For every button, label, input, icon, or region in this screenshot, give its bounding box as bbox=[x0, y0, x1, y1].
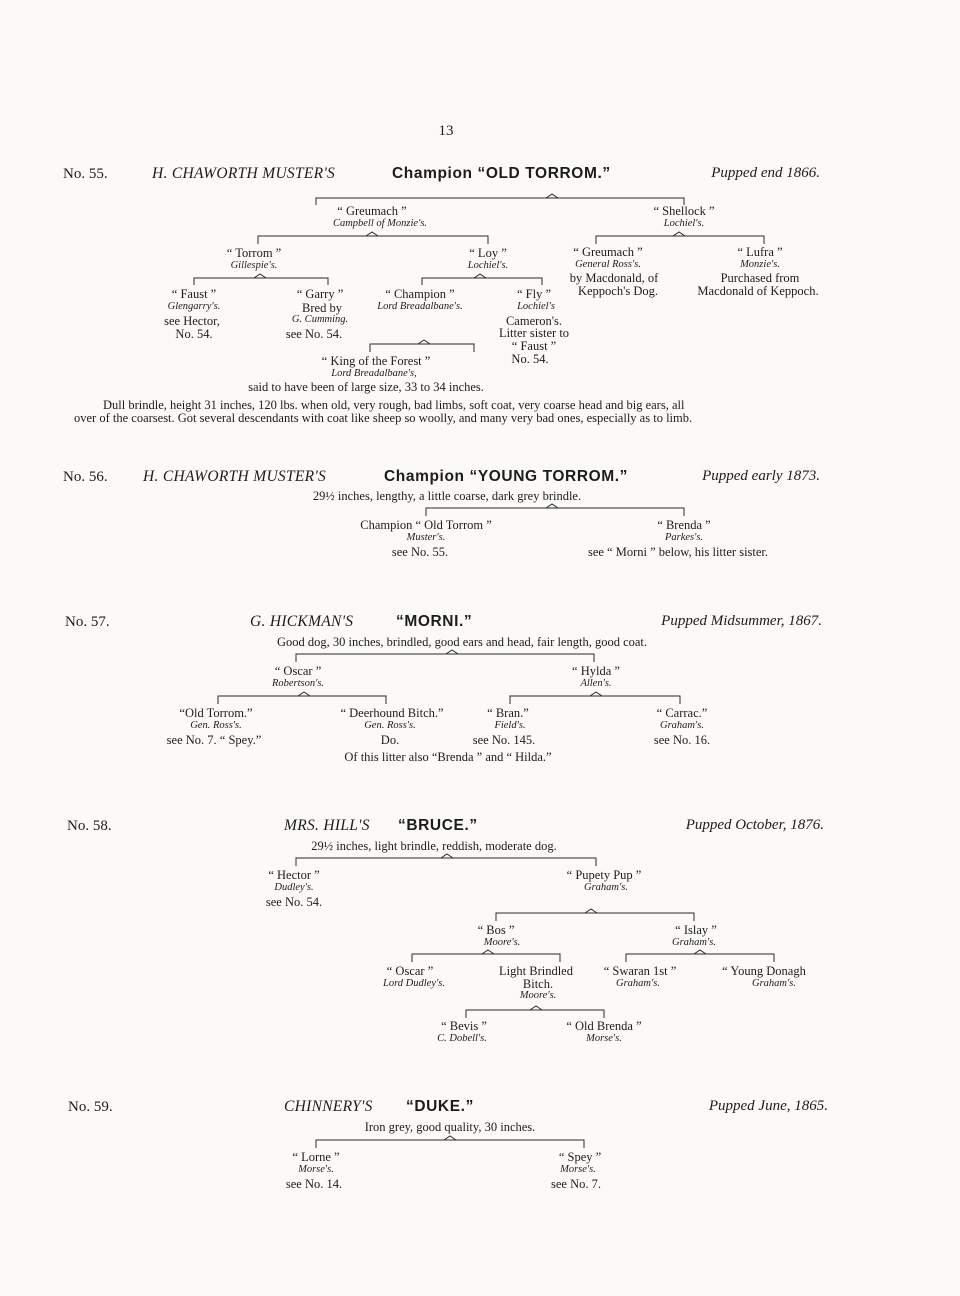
entry-owner: CHINNERY'S bbox=[284, 1098, 373, 1115]
dog-note: see “ Morni ” below, his litter sister. bbox=[587, 545, 769, 559]
dog-owner: C. Dobell's. bbox=[437, 1033, 487, 1044]
dog-name: “Old Torrom.” bbox=[179, 706, 253, 720]
dog-owner: Monzie's. bbox=[740, 259, 780, 270]
dog-name: “ Fly ” bbox=[516, 287, 552, 301]
dog-note: “ Faust ” bbox=[511, 339, 557, 353]
bracket-duke bbox=[316, 1136, 584, 1148]
bracket-oscar-57 bbox=[218, 692, 386, 704]
entry-title: “DUKE.” bbox=[406, 1098, 474, 1115]
entry-title: Champion “OLD TORROM.” bbox=[392, 165, 611, 182]
dog-owner: Graham's. bbox=[584, 882, 628, 893]
dog-owner: Graham's. bbox=[616, 978, 660, 989]
dog-owner: Campbell of Monzie's. bbox=[332, 218, 428, 229]
dog-name: “ Islay ” bbox=[675, 923, 717, 937]
dog-note: Purchased from bbox=[720, 271, 800, 285]
dog-owner: Lord Breadalbane's, bbox=[331, 368, 417, 379]
dog-name: “ Torrom ” bbox=[226, 246, 282, 260]
dog-name: “ Brenda ” bbox=[657, 518, 711, 532]
dog-note: Macdonald of Keppoch. bbox=[697, 284, 819, 298]
dog-name: “ Deerhound Bitch.” bbox=[340, 706, 444, 720]
bracket-loy bbox=[422, 274, 542, 285]
dog-note: Bred by bbox=[302, 301, 342, 315]
entry-number: No. 57. bbox=[65, 614, 110, 630]
entry-pupped: Pupped October, 1876. bbox=[685, 817, 824, 833]
entry-number: No. 56. bbox=[63, 469, 108, 485]
dog-name: “ Bran.” bbox=[487, 706, 529, 720]
entry-title: “MORNI.” bbox=[396, 613, 473, 630]
dog-owner: G. Cumming. bbox=[291, 314, 349, 325]
dog-note: see No. 16. bbox=[653, 733, 711, 747]
entry-pupped: Pupped early 1873. bbox=[702, 468, 820, 484]
dog-name: “ Young Donagh bbox=[722, 964, 806, 978]
entry-pupped: Pupped end 1866. bbox=[711, 165, 820, 181]
dog-owner: Moore's. bbox=[483, 937, 521, 948]
dog-name: Light Brindled bbox=[499, 964, 573, 978]
dog-note: see No. 145. bbox=[472, 733, 536, 747]
dog-name: Champion “ Old Torrom ” bbox=[360, 518, 492, 532]
dog-name: “ Champion ” bbox=[385, 287, 455, 301]
entry-owner: H. CHAWORTH MUSTER'S bbox=[152, 165, 336, 182]
entry-description: 29½ inches, lengthy, a little coarse, dark grey brindle. bbox=[312, 489, 582, 503]
entry-title: Champion “YOUNG TORROM.” bbox=[384, 468, 629, 485]
dog-owner: Morse's. bbox=[560, 1164, 596, 1175]
dog-note: No. 54. bbox=[175, 327, 213, 341]
bracket-morni bbox=[296, 650, 594, 662]
dog-owner: Field's. bbox=[494, 720, 526, 731]
dog-name: “ Oscar ” bbox=[274, 664, 322, 678]
dog-note: see No. 54. bbox=[285, 327, 343, 341]
entry-description: Iron grey, good quality, 30 inches. bbox=[364, 1120, 536, 1134]
page-number: 13 bbox=[438, 123, 454, 139]
dog-note: said to have been of large size, 33 to 34 inches. bbox=[248, 380, 484, 394]
bracket-light-brindled bbox=[466, 1006, 604, 1018]
dog-owner: Morse's. bbox=[298, 1164, 334, 1175]
dog-owner: General Ross's. bbox=[575, 259, 641, 270]
dog-note: No. 54. bbox=[511, 352, 549, 366]
dog-name: “ Swaran 1st ” bbox=[603, 964, 677, 978]
dog-owner: Lord Breadalbane's. bbox=[377, 301, 463, 312]
dog-owner: Lochiel's. bbox=[663, 218, 705, 229]
entry-description: over of the coarsest. Got several descendants with coat like sheep so woolly, and many very bad ones, especially as to limb. bbox=[74, 411, 693, 425]
dog-note: see No. 7. “ Spey.” bbox=[166, 733, 262, 747]
dog-name: “ Lorne ” bbox=[292, 1150, 340, 1164]
entry-number: No. 59. bbox=[68, 1099, 113, 1115]
dog-owner: Gen. Ross's. bbox=[364, 720, 416, 731]
bracket-shellock bbox=[596, 232, 764, 244]
bracket-king bbox=[370, 340, 474, 352]
bracket-pupety bbox=[496, 909, 694, 921]
dog-owner: Muster's. bbox=[406, 532, 446, 543]
dog-name: “ King of the Forest ” bbox=[321, 354, 431, 368]
dog-note: Bitch. bbox=[522, 977, 554, 991]
dog-owner: Graham's. bbox=[660, 720, 704, 731]
dog-owner: Gen. Ross's. bbox=[190, 720, 242, 731]
entry-pupped: Pupped Midsummer, 1867. bbox=[661, 613, 822, 629]
entry-description: 29½ inches, light brindle, reddish, moderate dog. bbox=[311, 839, 557, 853]
dog-note: Do. bbox=[380, 733, 400, 747]
entry-number: No. 58. bbox=[67, 818, 112, 834]
dog-name: “ Shellock ” bbox=[653, 204, 715, 218]
dog-owner: Moore's. bbox=[519, 990, 557, 1001]
dog-name: “ Carrac.” bbox=[656, 706, 708, 720]
dog-name: “ Bos ” bbox=[477, 923, 515, 937]
dog-name: “ Pupety Pup ” bbox=[566, 868, 642, 882]
dog-owner: Parkes's. bbox=[664, 532, 704, 543]
dog-name: “ Greumach ” bbox=[337, 204, 407, 218]
dog-name: “ Greumach ” bbox=[573, 245, 643, 259]
entry-pupped: Pupped June, 1865. bbox=[708, 1098, 828, 1114]
entry-number: No. 55. bbox=[63, 166, 108, 182]
dog-note: Cameron's. bbox=[505, 314, 563, 328]
bracket-islay bbox=[626, 950, 774, 962]
entry-owner: MRS. HILL'S bbox=[284, 817, 370, 834]
dog-owner: Lord Dudley's. bbox=[383, 978, 445, 989]
dog-name: “ Garry ” bbox=[296, 287, 344, 301]
entry-title: “BRUCE.” bbox=[398, 817, 478, 834]
entry-owner: H. CHAWORTH MUSTER'S bbox=[143, 468, 327, 485]
bracket-torrom bbox=[194, 274, 328, 285]
dog-owner: Glengarry's. bbox=[167, 301, 221, 312]
entry-owner: G. HICKMAN'S bbox=[250, 613, 354, 630]
entry-description: Good dog, 30 inches, brindled, good ears and head, fair length, good coat. bbox=[276, 635, 648, 649]
dog-name: “ Hector ” bbox=[268, 868, 320, 882]
dog-owner: Allen's. bbox=[580, 678, 612, 689]
dog-owner: Robertson's. bbox=[271, 678, 325, 689]
dog-name: “ Bevis ” bbox=[441, 1019, 487, 1033]
dog-name: “ Old Brenda ” bbox=[566, 1019, 642, 1033]
dog-note: see No. 7. bbox=[551, 1177, 601, 1191]
dog-name: “ Hylda ” bbox=[572, 664, 620, 678]
bracket-greumach bbox=[258, 232, 488, 244]
dog-name: “ Oscar ” bbox=[386, 964, 434, 978]
dog-owner: Gillespie's. bbox=[230, 260, 278, 271]
dog-name: “ Loy ” bbox=[469, 246, 507, 260]
dog-note: Litter sister to bbox=[498, 326, 570, 340]
bracket-bruce bbox=[296, 854, 596, 866]
dog-note: see Hector, bbox=[164, 314, 220, 328]
dog-note: see No. 54. bbox=[265, 895, 323, 909]
bracket-young-torrom bbox=[426, 504, 684, 516]
dog-note: Keppoch's Dog. bbox=[577, 284, 659, 298]
dog-owner: Lochiel's bbox=[517, 301, 555, 312]
entry-description: Dull brindle, height 31 inches, 120 lbs. when old, very rough, bad limbs, soft coat, very coarse head and big ears, all bbox=[103, 398, 685, 412]
dog-owner: Lochiel's. bbox=[467, 260, 509, 271]
dog-name: “ Faust ” bbox=[171, 287, 217, 301]
dog-name: “ Spey ” bbox=[558, 1150, 602, 1164]
dog-name: “ Lufra ” bbox=[737, 245, 783, 259]
dog-owner: Dudley's. bbox=[274, 882, 314, 893]
litter-note: Of this litter also “Brenda ” and “ Hilda.” bbox=[344, 750, 552, 764]
dog-note: see No. 14. bbox=[285, 1177, 343, 1191]
dog-owner: Morse's. bbox=[586, 1033, 622, 1044]
dog-owner: Graham's. bbox=[752, 978, 796, 989]
bracket-bos bbox=[412, 950, 560, 962]
dog-note: by Macdonald, of bbox=[569, 271, 659, 285]
bracket-hylda bbox=[510, 692, 680, 704]
dog-note: see No. 55. bbox=[391, 545, 449, 559]
dog-owner: Graham's. bbox=[672, 937, 716, 948]
